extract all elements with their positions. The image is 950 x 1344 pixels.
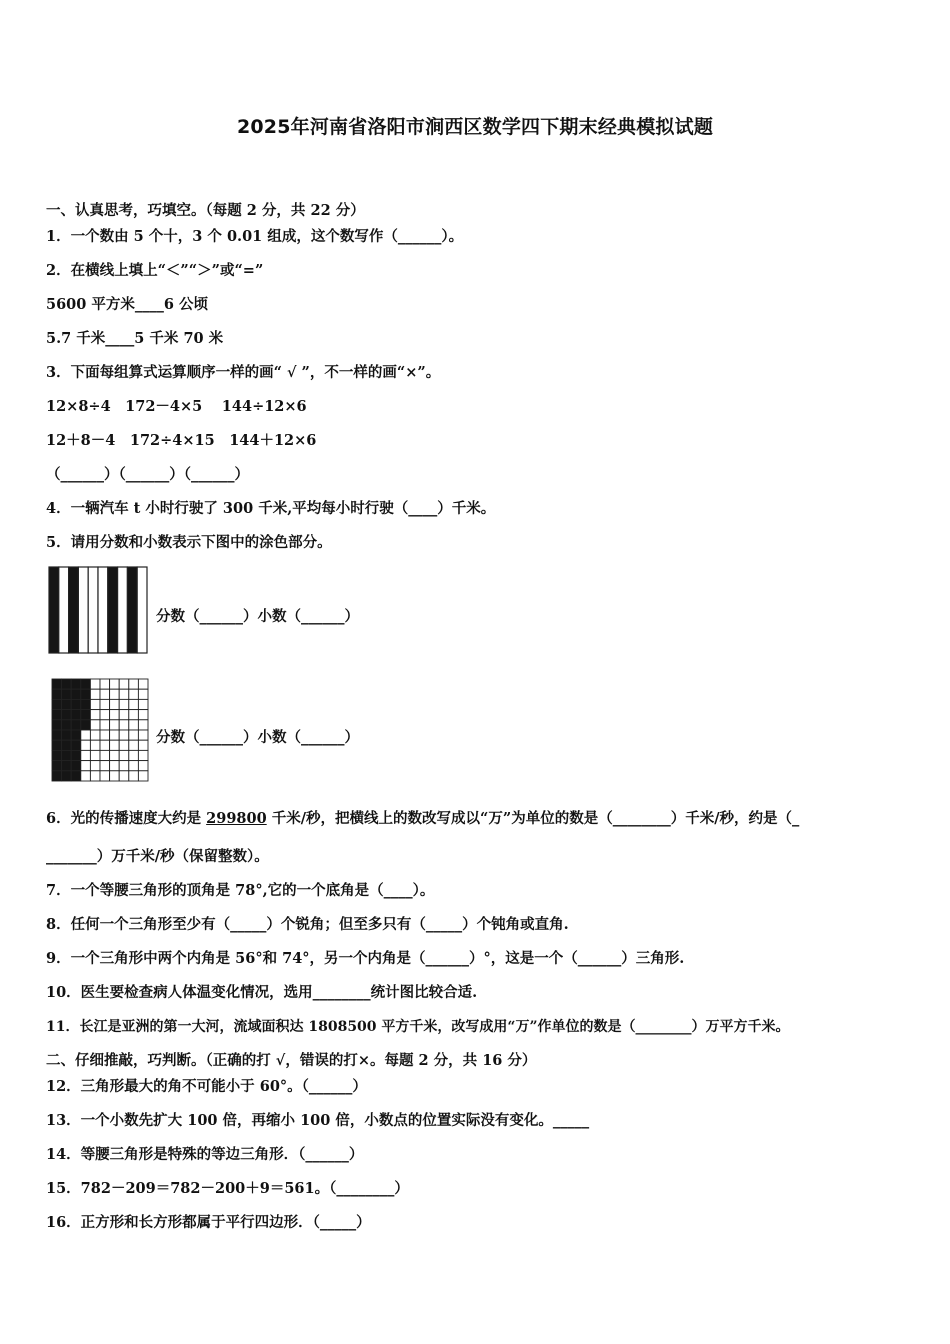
blank-cell xyxy=(110,710,120,720)
blank-cell xyxy=(90,710,100,720)
page-title: 2025年河南省洛阳市涧西区数学四下期末经典模拟试题 xyxy=(236,116,714,138)
shaded-cell xyxy=(71,699,81,709)
blank-cell xyxy=(110,750,120,760)
blank-cell xyxy=(81,761,91,771)
blank-cell xyxy=(119,710,129,720)
blank-cell xyxy=(138,689,148,699)
blank-cell xyxy=(110,720,120,730)
section1-heading: 一、认真思考，巧填空。（每题 2 分，共 22 分） xyxy=(46,202,365,219)
blank-cell xyxy=(90,771,100,781)
blank-cell xyxy=(100,679,110,689)
blank-cell xyxy=(110,761,120,771)
shaded-cell xyxy=(52,771,62,781)
blank-cell xyxy=(138,750,148,760)
question-12: 12．三角形最大的角不可能小于 60°。（______） xyxy=(46,1078,367,1095)
question-14: 14．等腰三角形是特殊的等边三角形．（______） xyxy=(46,1146,364,1163)
shaded-cell xyxy=(52,699,62,709)
question-2b: 5.7 千米____5 千米 70 米 xyxy=(46,330,224,347)
blank-cell xyxy=(129,720,139,730)
blank-cell xyxy=(138,740,148,750)
question-8: 8．任何一个三角形至少有（_____）个锐角；但至多只有（_____）个钝角或直角. xyxy=(46,916,569,933)
blank-cell xyxy=(129,689,139,699)
question-11: 11．长江是亚洲的第一大河，流域面积达 1808500 平方千米，改写成用“万”作单位的数是（________）万平方千米。 xyxy=(46,1019,790,1035)
blank-strip xyxy=(98,567,108,653)
blank-cell xyxy=(119,740,129,750)
question-16: 16．正方形和长方形都属于平行四边形．（_____） xyxy=(46,1214,371,1231)
blank-cell xyxy=(119,720,129,730)
question-6-prefix: 6．光的传播速度大约是 xyxy=(46,810,207,827)
question-3-answers: （______）（______）（______） xyxy=(46,466,249,483)
shaded-cell xyxy=(81,699,91,709)
question-6 xyxy=(46,810,799,828)
blank-cell xyxy=(90,761,100,771)
blank-cell xyxy=(119,771,129,781)
shaded-cell xyxy=(62,699,72,709)
question-2: 2．在横线上填上“＜”“＞”或“=” xyxy=(46,262,264,279)
shaded-cell xyxy=(71,710,81,720)
blank-cell xyxy=(90,740,100,750)
shaded-cell xyxy=(62,710,72,720)
shaded-cell xyxy=(52,679,62,689)
shaded-cell xyxy=(62,750,72,760)
blank-cell xyxy=(110,771,120,781)
shaded-cell xyxy=(81,679,91,689)
shaded-cell xyxy=(52,710,62,720)
question-4: 4．一辆汽车 t 小时行驶了 300 千米,平均每小时行驶（____）千米。 xyxy=(46,500,496,517)
blank-cell xyxy=(129,730,139,740)
blank-strip xyxy=(118,567,128,653)
shaded-cell xyxy=(71,689,81,699)
blank-cell xyxy=(110,730,120,740)
shaded-strip xyxy=(127,567,137,653)
blank-cell xyxy=(110,740,120,750)
blank-cell xyxy=(100,740,110,750)
shaded-cell xyxy=(71,761,81,771)
shaded-cell xyxy=(62,689,72,699)
shaded-cell xyxy=(71,740,81,750)
blank-cell xyxy=(129,750,139,760)
question-3a: 12×8÷4 172－4×5 144÷12×6 xyxy=(46,398,307,415)
blank-cell xyxy=(100,689,110,699)
blank-cell xyxy=(100,750,110,760)
blank-cell xyxy=(110,699,120,709)
shaded-cell xyxy=(71,771,81,781)
blank-strip xyxy=(59,567,69,653)
blank-cell xyxy=(129,761,139,771)
blank-cell xyxy=(110,689,120,699)
blank-cell xyxy=(119,730,129,740)
question-3b: 12＋8－4 172÷4×15 144＋12×6 xyxy=(46,432,317,449)
blank-cell xyxy=(100,710,110,720)
blank-cell xyxy=(81,771,91,781)
shaded-cell xyxy=(71,750,81,760)
question-9: 9．一个三角形中两个内角是 56°和 74°，另一个内角是（______）°，这是一个（______）三角形. xyxy=(46,950,685,967)
question-2a: 5600 平方米____6 公顷 xyxy=(46,296,209,313)
figure1-answer: 分数（______）小数（______） xyxy=(156,608,359,625)
question-5: 5．请用分数和小数表示下图中的涂色部分。 xyxy=(46,534,332,551)
shaded-cell xyxy=(62,771,72,781)
shaded-strip xyxy=(49,567,59,653)
blank-cell xyxy=(100,699,110,709)
blank-cell xyxy=(138,761,148,771)
shaded-cell xyxy=(81,720,91,730)
blank-cell xyxy=(90,689,100,699)
question-6-continued: _______）万千米/秒（保留整数）。 xyxy=(46,848,269,865)
blank-cell xyxy=(138,730,148,740)
blank-cell xyxy=(100,761,110,771)
shaded-cell xyxy=(71,679,81,689)
blank-cell xyxy=(119,689,129,699)
blank-cell xyxy=(138,710,148,720)
shaded-cell xyxy=(52,761,62,771)
question-10: 10．医生要检查病人体温变化情况，选用________统计图比较合适. xyxy=(46,984,478,1001)
shaded-cell xyxy=(81,689,91,699)
shaded-cell xyxy=(52,730,62,740)
question-3: 3．下面每组算式运算顺序一样的画“ √ ”，不一样的画“×”。 xyxy=(46,364,441,381)
shaded-cell xyxy=(62,730,72,740)
shaded-cell xyxy=(52,689,62,699)
blank-cell xyxy=(129,771,139,781)
shaded-cell xyxy=(62,761,72,771)
shaded-strip xyxy=(69,567,79,653)
blank-cell xyxy=(90,750,100,760)
blank-cell xyxy=(129,710,139,720)
question-13: 13．一个小数先扩大 100 倍，再缩小 100 倍，小数点的位置实际没有变化。_____ xyxy=(46,1112,590,1129)
blank-strip xyxy=(78,567,88,653)
shaded-cell xyxy=(71,730,81,740)
blank-cell xyxy=(129,679,139,689)
blank-cell xyxy=(100,771,110,781)
question-6-suffix: 千米/秒，把横线上的数改写成以“万”为单位的数是（________）千米/秒，约是（_ xyxy=(266,810,800,827)
figure2-answer: 分数（______）小数（______） xyxy=(156,729,359,746)
question-7: 7．一个等腰三角形的顶角是 78°,它的一个底角是（____）。 xyxy=(46,882,435,899)
blank-cell xyxy=(90,720,100,730)
shaded-cell xyxy=(62,740,72,750)
shaded-cell xyxy=(52,740,62,750)
shaded-cell xyxy=(62,679,72,689)
shaded-cell xyxy=(71,720,81,730)
blank-cell xyxy=(138,679,148,689)
blank-cell xyxy=(119,761,129,771)
shaded-cell xyxy=(81,710,91,720)
section2-heading: 二、仔细推敲，巧判断。（正确的打 √，错误的打×。每题 2 分，共 16 分） xyxy=(46,1052,537,1069)
blank-cell xyxy=(138,699,148,709)
strip-figure xyxy=(48,566,148,654)
blank-cell xyxy=(119,699,129,709)
shaded-cell xyxy=(62,720,72,730)
blank-cell xyxy=(129,699,139,709)
question-15: 15．782－209＝782－200＋9＝561。（________） xyxy=(46,1180,409,1197)
blank-cell xyxy=(100,720,110,730)
blank-cell xyxy=(100,730,110,740)
blank-cell xyxy=(81,740,91,750)
blank-cell xyxy=(81,730,91,740)
blank-cell xyxy=(138,771,148,781)
blank-cell xyxy=(90,699,100,709)
question-6-number: 299800 xyxy=(206,810,267,827)
shaded-cell xyxy=(52,720,62,730)
blank-cell xyxy=(90,730,100,740)
blank-cell xyxy=(81,750,91,760)
blank-cell xyxy=(110,679,120,689)
blank-cell xyxy=(119,679,129,689)
blank-cell xyxy=(129,740,139,750)
shaded-cell xyxy=(52,750,62,760)
shaded-strip xyxy=(108,567,118,653)
blank-strip xyxy=(88,567,98,653)
blank-strip xyxy=(137,567,147,653)
question-1: 1．一个数由 5 个十，3 个 0.01 组成，这个数写作（______）。 xyxy=(46,228,464,245)
blank-cell xyxy=(119,750,129,760)
blank-cell xyxy=(90,679,100,689)
grid-figure xyxy=(51,678,149,782)
blank-cell xyxy=(138,720,148,730)
